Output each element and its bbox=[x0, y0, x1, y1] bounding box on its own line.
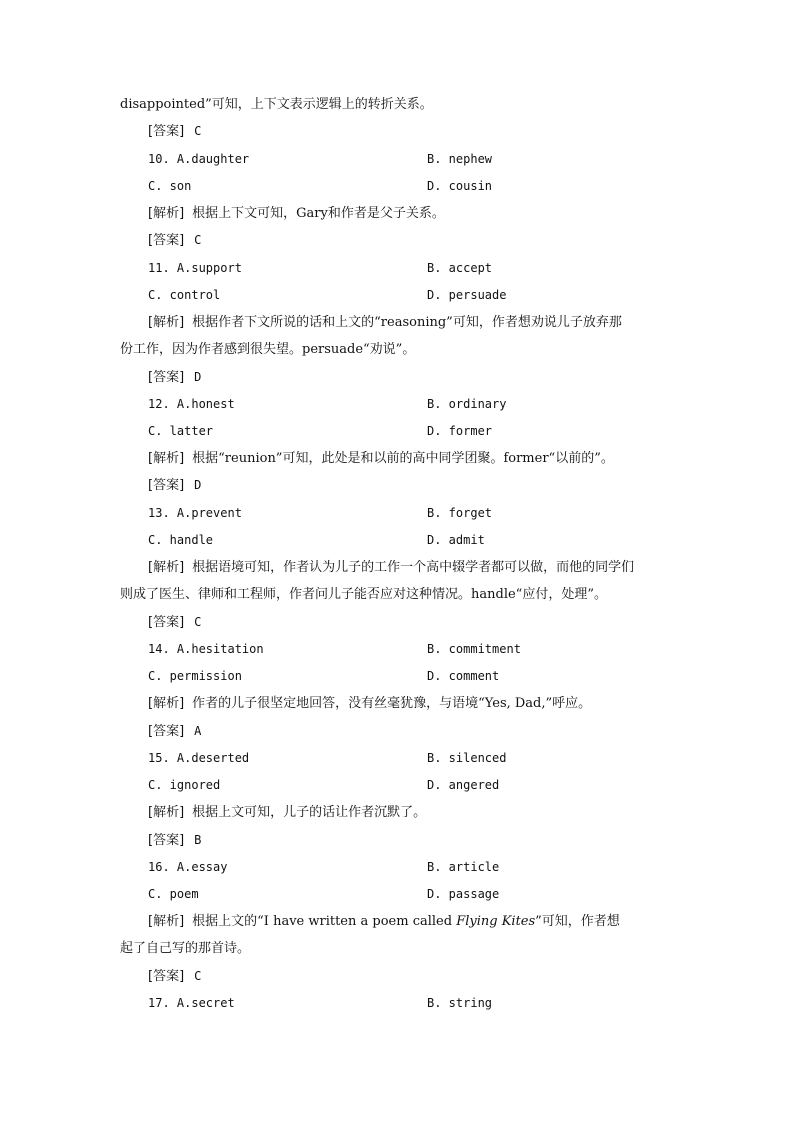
explanation-13-line1: [解析] 根据语境可知，作者认为儿子的工作一个高中辍学者都可以做，而他的同学们 bbox=[148, 560, 635, 575]
answer-11: [答案] D bbox=[148, 370, 202, 385]
answer-13: [答案] C bbox=[148, 615, 202, 630]
question-10-options-cd: C. son D. cousin bbox=[148, 179, 493, 193]
question-13-options-ab: 13. A.prevent B. forget bbox=[148, 506, 493, 520]
question-12-options-ab: 12. A.honest B. ordinary bbox=[148, 397, 507, 411]
answer-16: [答案] C bbox=[148, 969, 202, 984]
explanation-13-line2: 则成了医生、律师和工程师，作者问儿子能否应对这种情况。handle“应付，处理”。 bbox=[120, 587, 607, 602]
explanation-16-line2: 起了自己写的那首诗。 bbox=[120, 941, 251, 956]
answer-15: [答案] B bbox=[148, 833, 202, 848]
question-16-options-ab: 16. A.essay B. article bbox=[148, 860, 500, 874]
question-14-options-ab: 14. A.hesitation B. commitment bbox=[148, 642, 521, 656]
question-11-options-ab: 11. A.support B. accept bbox=[148, 261, 493, 275]
answer-14: [答案] A bbox=[148, 724, 202, 739]
question-13-options-cd: C. handle D. admit bbox=[148, 533, 485, 547]
question-10-options-ab: 10. A.daughter B. nephew bbox=[148, 152, 493, 166]
explanation-11-line2: 份工作，因为作者感到很失望。persuade“劝说”。 bbox=[120, 342, 416, 357]
explanation-14: [解析] 作者的儿子很坚定地回答，没有丝毫犹豫，与语境“Yes, Dad,”呼应。 bbox=[148, 696, 592, 711]
question-11-options-cd: C. control D. persuade bbox=[148, 288, 507, 302]
answer-line: [答案] C bbox=[148, 124, 202, 139]
explanation-16-line1: [解析] 根据上文的“I have written a poem called Flying Kites”可知，作者想 bbox=[148, 914, 620, 929]
question-14-options-cd: C. permission D. comment bbox=[148, 669, 500, 683]
question-12-options-cd: C. latter D. former bbox=[148, 424, 493, 438]
answer-10: [答案] C bbox=[148, 233, 202, 248]
question-16-options-cd: C. poem D. passage bbox=[148, 887, 500, 901]
question-15-options-cd: C. ignored D. angered bbox=[148, 778, 500, 792]
question-15-options-ab: 15. A.deserted B. silenced bbox=[148, 751, 507, 765]
question-17-options-ab: 17. A.secret B. string bbox=[148, 996, 493, 1010]
answer-12: [答案] D bbox=[148, 478, 202, 493]
explanation-15: [解析] 根据上文可知，儿子的话让作者沉默了。 bbox=[148, 805, 427, 820]
intro-line: disappointed”可知，上下文表示逻辑上的转折关系。 bbox=[120, 97, 433, 112]
explanation-12: [解析] 根据“reunion”可知，此处是和以前的高中同学团聚。former“以前的”。 bbox=[148, 451, 614, 466]
explanation-10: [解析] 根据上下文可知，Gary和作者是父子关系。 bbox=[148, 206, 445, 221]
explanation-11-line1: [解析] 根据作者下文所说的话和上文的“reasoning”可知，作者想劝说儿子放弃那 bbox=[148, 315, 622, 330]
